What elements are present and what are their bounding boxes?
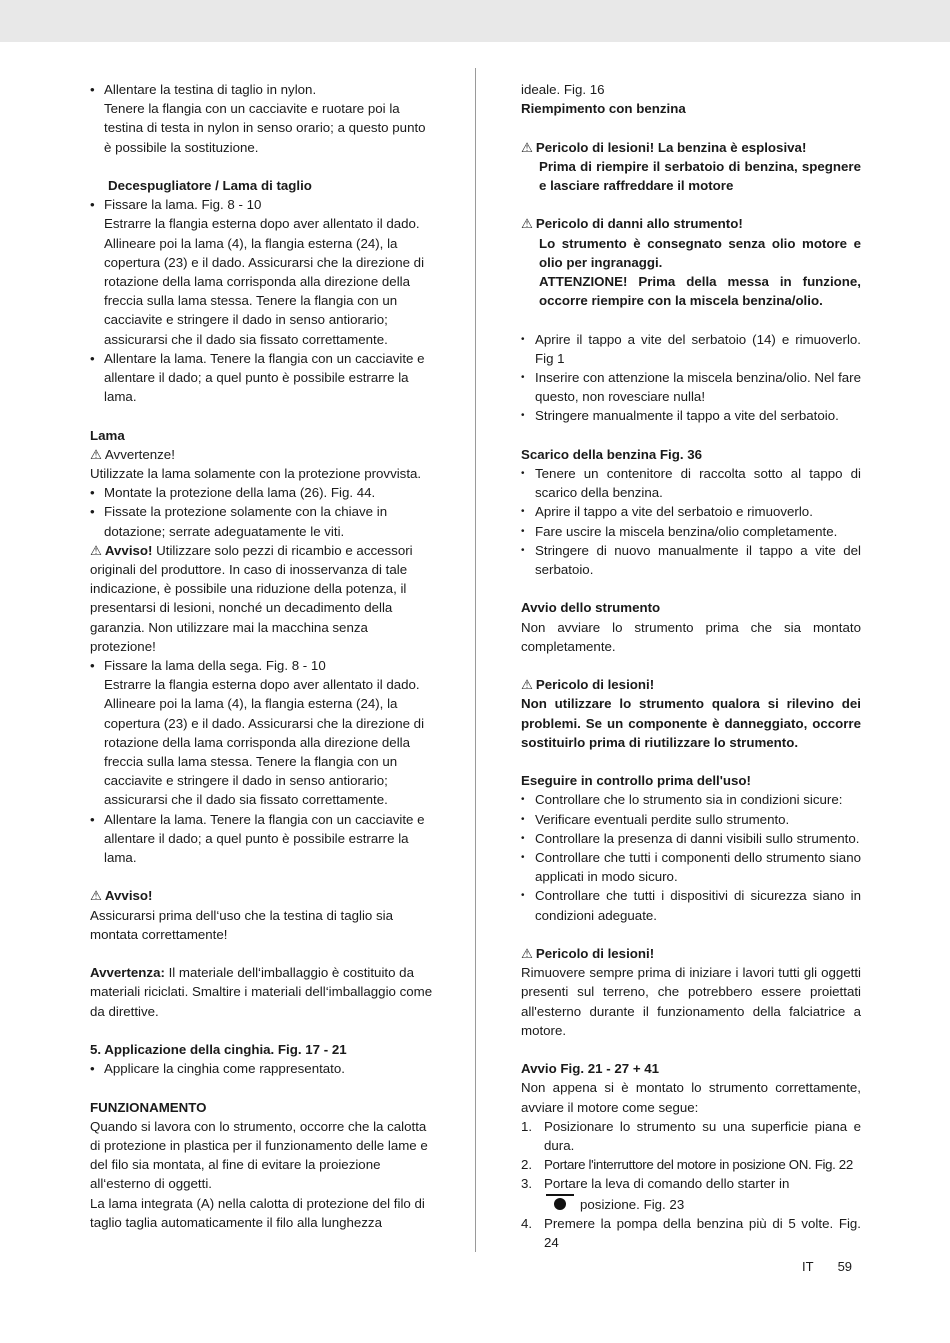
- step-number: 4.: [521, 1215, 533, 1231]
- list-item: [521, 1214, 861, 1252]
- warning-triangle-icon: ⚠: [90, 888, 102, 904]
- list-item: [90, 810, 435, 868]
- list-item: [521, 330, 861, 368]
- column-divider: [475, 68, 476, 1252]
- danger-text: Prima di riempire il serbatoio di benzina, spegnere e lasciare raffreddare il motore: [539, 158, 861, 193]
- drain-list: [521, 464, 861, 579]
- warning-triangle-icon: ⚠: [521, 216, 533, 232]
- list-item: [90, 502, 435, 540]
- section-heading-avvio: Avvio dello strumento: [521, 600, 661, 616]
- choke-lever-icon: [546, 1194, 574, 1212]
- step-text: Portare la leva di comando dello starter in: [544, 1176, 790, 1192]
- list-item: [90, 80, 435, 157]
- list-item: [521, 790, 861, 809]
- page-footer: [802, 1257, 852, 1276]
- list-item-text: Estrarre la flangia esterna dopo aver allentato il dado. Allineare poi la lama (4), la flangia esterna (24), la copertura (23) e il dado. Assicurarsi che la direzione di rotazione della lama corrisponda alla direzione della freccia sulla lama stessa. Tenere la flangia con un cacciavite e stringere il dado in senso antiorario; assicurarsi che il dado sia fissato correttamente.: [104, 677, 425, 808]
- section-title: Applicazione della cinghia. Fig. 17 - 21: [104, 1042, 347, 1058]
- notice-label: Avviso!: [104, 888, 153, 904]
- attention-text: ATTENZIONE! Prima della messa in funzione, occorre riempire con la miscela benzina/olio.: [539, 274, 861, 309]
- danger-heading: [521, 214, 861, 233]
- section-heading-benzina: Riempimento con benzina: [521, 101, 686, 117]
- list-item-text: Montate la protezione della lama (26). Fig. 44.: [104, 485, 376, 501]
- section-heading-lama: Lama: [90, 427, 125, 443]
- list-item-text: Aprire il tappo a vite del serbatoio (14) e rimuoverlo. Fig 1: [535, 331, 861, 366]
- paragraph: Non avviare lo strumento prima che sia montato completamente.: [521, 619, 861, 654]
- note-label: Avvertenza:: [90, 965, 165, 981]
- list-item: [90, 1059, 435, 1078]
- belt-list: [90, 1059, 435, 1078]
- notice-text: Utilizzare solo pezzi di ricambio e accessori originali del produttore. In caso di inosservanza di tale indicazione, è possibile una riduzione della potenza, il presentarsi di lesioni, nonché un decadimento della garanzia. Non utilizzare mai la macchina senza protezione!: [90, 542, 413, 654]
- warning-triangle-icon: ⚠: [90, 446, 102, 462]
- list-item-text: Fare uscire la miscela benzina/olio completamente.: [535, 523, 838, 539]
- danger-label: Pericolo di lesioni!: [535, 946, 655, 962]
- list-item-text: Tenere la flangia con un cacciavite e ruotare poi la testina di testa in nylon in senso orario; a questo punto è possibile la sostituzione.: [104, 101, 426, 155]
- page-number: 59: [837, 1259, 853, 1274]
- list-item-text: Fissare la lama. Fig. 8 - 10: [104, 197, 262, 213]
- notice-paragraph: [90, 541, 435, 656]
- paragraph: Rimuovere sempre prima di iniziare i lavori tutti gli oggetti presenti sul terreno, che potrebbero essere proiettati all'esterno durante il funzionamento della falciatrice a motore.: [521, 965, 861, 1038]
- list-item: [521, 829, 861, 848]
- top-gray-band: [0, 0, 950, 42]
- danger-text: Non utilizzare lo strumento qualora si rilevino dei problemi. Se un componente è danneggiato, occorre sostituirlo prima di riutilizzare lo strumento.: [521, 696, 861, 750]
- list-item-text: Applicare la cinghia come rappresentato.: [104, 1061, 345, 1077]
- step-number: 1.: [521, 1118, 533, 1134]
- language-code: IT: [802, 1259, 814, 1274]
- note-text: Il materiale dell‘imballaggio è costituito da materiali riciclati. Smaltire i materiali dell‘imballaggio come da direttive.: [90, 965, 433, 1019]
- list-item: [521, 1117, 861, 1155]
- danger-text: Lo strumento è consegnato senza olio motore e olio per ingranaggi.: [539, 235, 861, 270]
- list-item-text: Fissare la lama della sega. Fig. 8 - 10: [104, 658, 326, 674]
- step-text: Posizionare lo strumento su una superficie piana e dura.: [544, 1118, 861, 1154]
- danger-heading: [521, 944, 861, 963]
- list-item: [90, 656, 435, 810]
- list-item-text: Controllare che lo strumento sia in condizioni sicure:: [535, 792, 843, 808]
- list-item-text: Controllare che tutti i dispositivi di sicurezza siano in condizioni adeguate.: [535, 888, 861, 923]
- list-item: [521, 810, 861, 829]
- right-column: [521, 80, 861, 1252]
- list-item-text: Allentare la lama. Tenere la flangia con un cacciavite e allentare il dado; a quel punto è possibile estrarre la lama.: [104, 350, 425, 405]
- section-heading-decespugliatore: Decespugliatore / Lama di taglio: [108, 178, 312, 193]
- list-item: [521, 502, 861, 521]
- blade-list: [90, 195, 435, 406]
- paragraph: Non appena si è montato lo strumento correttamente, avviare il motore come segue:: [521, 1080, 861, 1115]
- danger-label: Pericolo di lesioni! La benzina è esplosiva!: [535, 139, 807, 155]
- list-item: [90, 483, 435, 502]
- step-number: 3.: [521, 1176, 533, 1192]
- section-heading-cinghia: [90, 1040, 435, 1059]
- list-item-text: Tenere un contenitore di raccolta sotto al tappo di scarico della benzina.: [535, 466, 861, 501]
- warning-triangle-icon: ⚠: [90, 542, 102, 558]
- list-item: [521, 1155, 861, 1174]
- list-item-text: Verificare eventuali perdite sullo strumento.: [535, 811, 790, 827]
- list-item: [521, 886, 861, 924]
- section-heading-funzionamento: FUNZIONAMENTO: [90, 1099, 207, 1115]
- list-item-text: Inserire con attenzione la miscela benzina/olio. Nel fare questo, non rovesciare nulla!: [535, 370, 861, 405]
- list-item: [90, 195, 435, 349]
- section-heading-controllo: Eseguire in controllo prima dell'uso!: [521, 773, 751, 789]
- start-steps-list: [521, 1117, 861, 1252]
- paragraph: Utilizzate la lama solamente con la protezione provvista.: [90, 466, 422, 482]
- notice-label: Avviso!: [104, 542, 153, 558]
- warning-label: Avvertenze!: [104, 446, 175, 462]
- list-item-text: Allentare la testina di taglio in nylon.: [104, 82, 317, 97]
- section-heading-avvio-fig: Avvio Fig. 21 - 27 + 41: [521, 1061, 660, 1077]
- step-number: 2.: [521, 1157, 533, 1173]
- danger-heading: [521, 138, 861, 157]
- list-item: [521, 406, 861, 425]
- warning-triangle-icon: ⚠: [521, 139, 533, 155]
- list-item-text: Controllare la presenza di danni visibili sullo strumento.: [535, 830, 860, 846]
- list-item-text: Stringere manualmente il tappo a vite del serbatoio.: [535, 408, 839, 424]
- list-item-text: Fissate la protezione solamente con la chiave in dotazione; serrate adeguatamente le viti.: [104, 504, 388, 539]
- danger-label: Pericolo di danni allo strumento!: [535, 216, 743, 232]
- list-item: [521, 464, 861, 502]
- paragraph: ideale. Fig. 16: [521, 82, 605, 97]
- danger-heading: [521, 675, 861, 694]
- list-item-text: Allentare la lama. Tenere la flangia con un cacciavite e allentare il dado; a quel punto è possibile estrarre la lama.: [104, 811, 425, 866]
- warning-line: [90, 445, 435, 464]
- section-number: 5.: [90, 1042, 102, 1058]
- list-item: [521, 522, 861, 541]
- paragraph: Assicurarsi prima dell‘uso che la testina di taglio sia montata correttamente!: [90, 907, 394, 942]
- saw-blade-list: [90, 656, 435, 867]
- list-item-text: Stringere di nuovo manualmente il tappo a vite del serbatoio.: [535, 542, 861, 578]
- warning-triangle-icon: ⚠: [521, 677, 533, 693]
- step-text: Portare l'interruttore del motore in posizione ON. Fig. 22: [544, 1157, 853, 1173]
- list-item: [521, 1174, 861, 1213]
- list-item: [90, 349, 435, 407]
- list-item-text: Aprire il tappo a vite del serbatoio e rimuoverlo.: [535, 504, 813, 520]
- list-item: [521, 368, 861, 406]
- paragraph: La lama integrata (A) nella calotta di protezione del filo di taglio taglia automaticamente il filo alla lunghezza: [90, 1195, 425, 1230]
- step-text: Premere la pompa della benzina più di 5 volte. Fig. 24: [544, 1215, 861, 1251]
- section-heading-scarico: Scarico della benzina Fig. 36: [521, 446, 703, 462]
- list-item: [521, 541, 861, 579]
- list-item: [521, 848, 861, 886]
- nylon-head-list: [90, 80, 435, 157]
- refuel-list: [521, 330, 861, 426]
- packaging-note: [90, 963, 435, 1021]
- list-item-text: Estrarre la flangia esterna dopo aver allentato il dado. Allineare poi la lama (4), la flangia esterna (24), la copertura (23) e il dado. Assicurarsi che la direzione di rotazione della lama corrisponda alla direzione della freccia sulla lama stessa. Tenere la flangia con un cacciavite e stringere il dado in senso antiorario; assicurarsi che il dado sia fissato correttamente.: [104, 216, 425, 347]
- protection-list: [90, 483, 435, 541]
- check-list: [521, 790, 861, 924]
- paragraph: Quando si lavora con lo strumento, occorre che la calotta di protezione in plastica per il funzionamento delle lame e del filo sia montata, al fine di evitare la proiezione all‘esterno di oggetti.: [90, 1118, 428, 1192]
- list-item-text: Controllare che tutti i componenti dello strumento siano applicati in modo sicuro.: [535, 850, 861, 885]
- left-column: [90, 80, 435, 1232]
- notice-heading: [90, 886, 435, 905]
- danger-label: Pericolo di lesioni!: [535, 677, 655, 693]
- step-text: posizione. Fig. 23: [580, 1196, 685, 1212]
- warning-triangle-icon: ⚠: [521, 946, 533, 962]
